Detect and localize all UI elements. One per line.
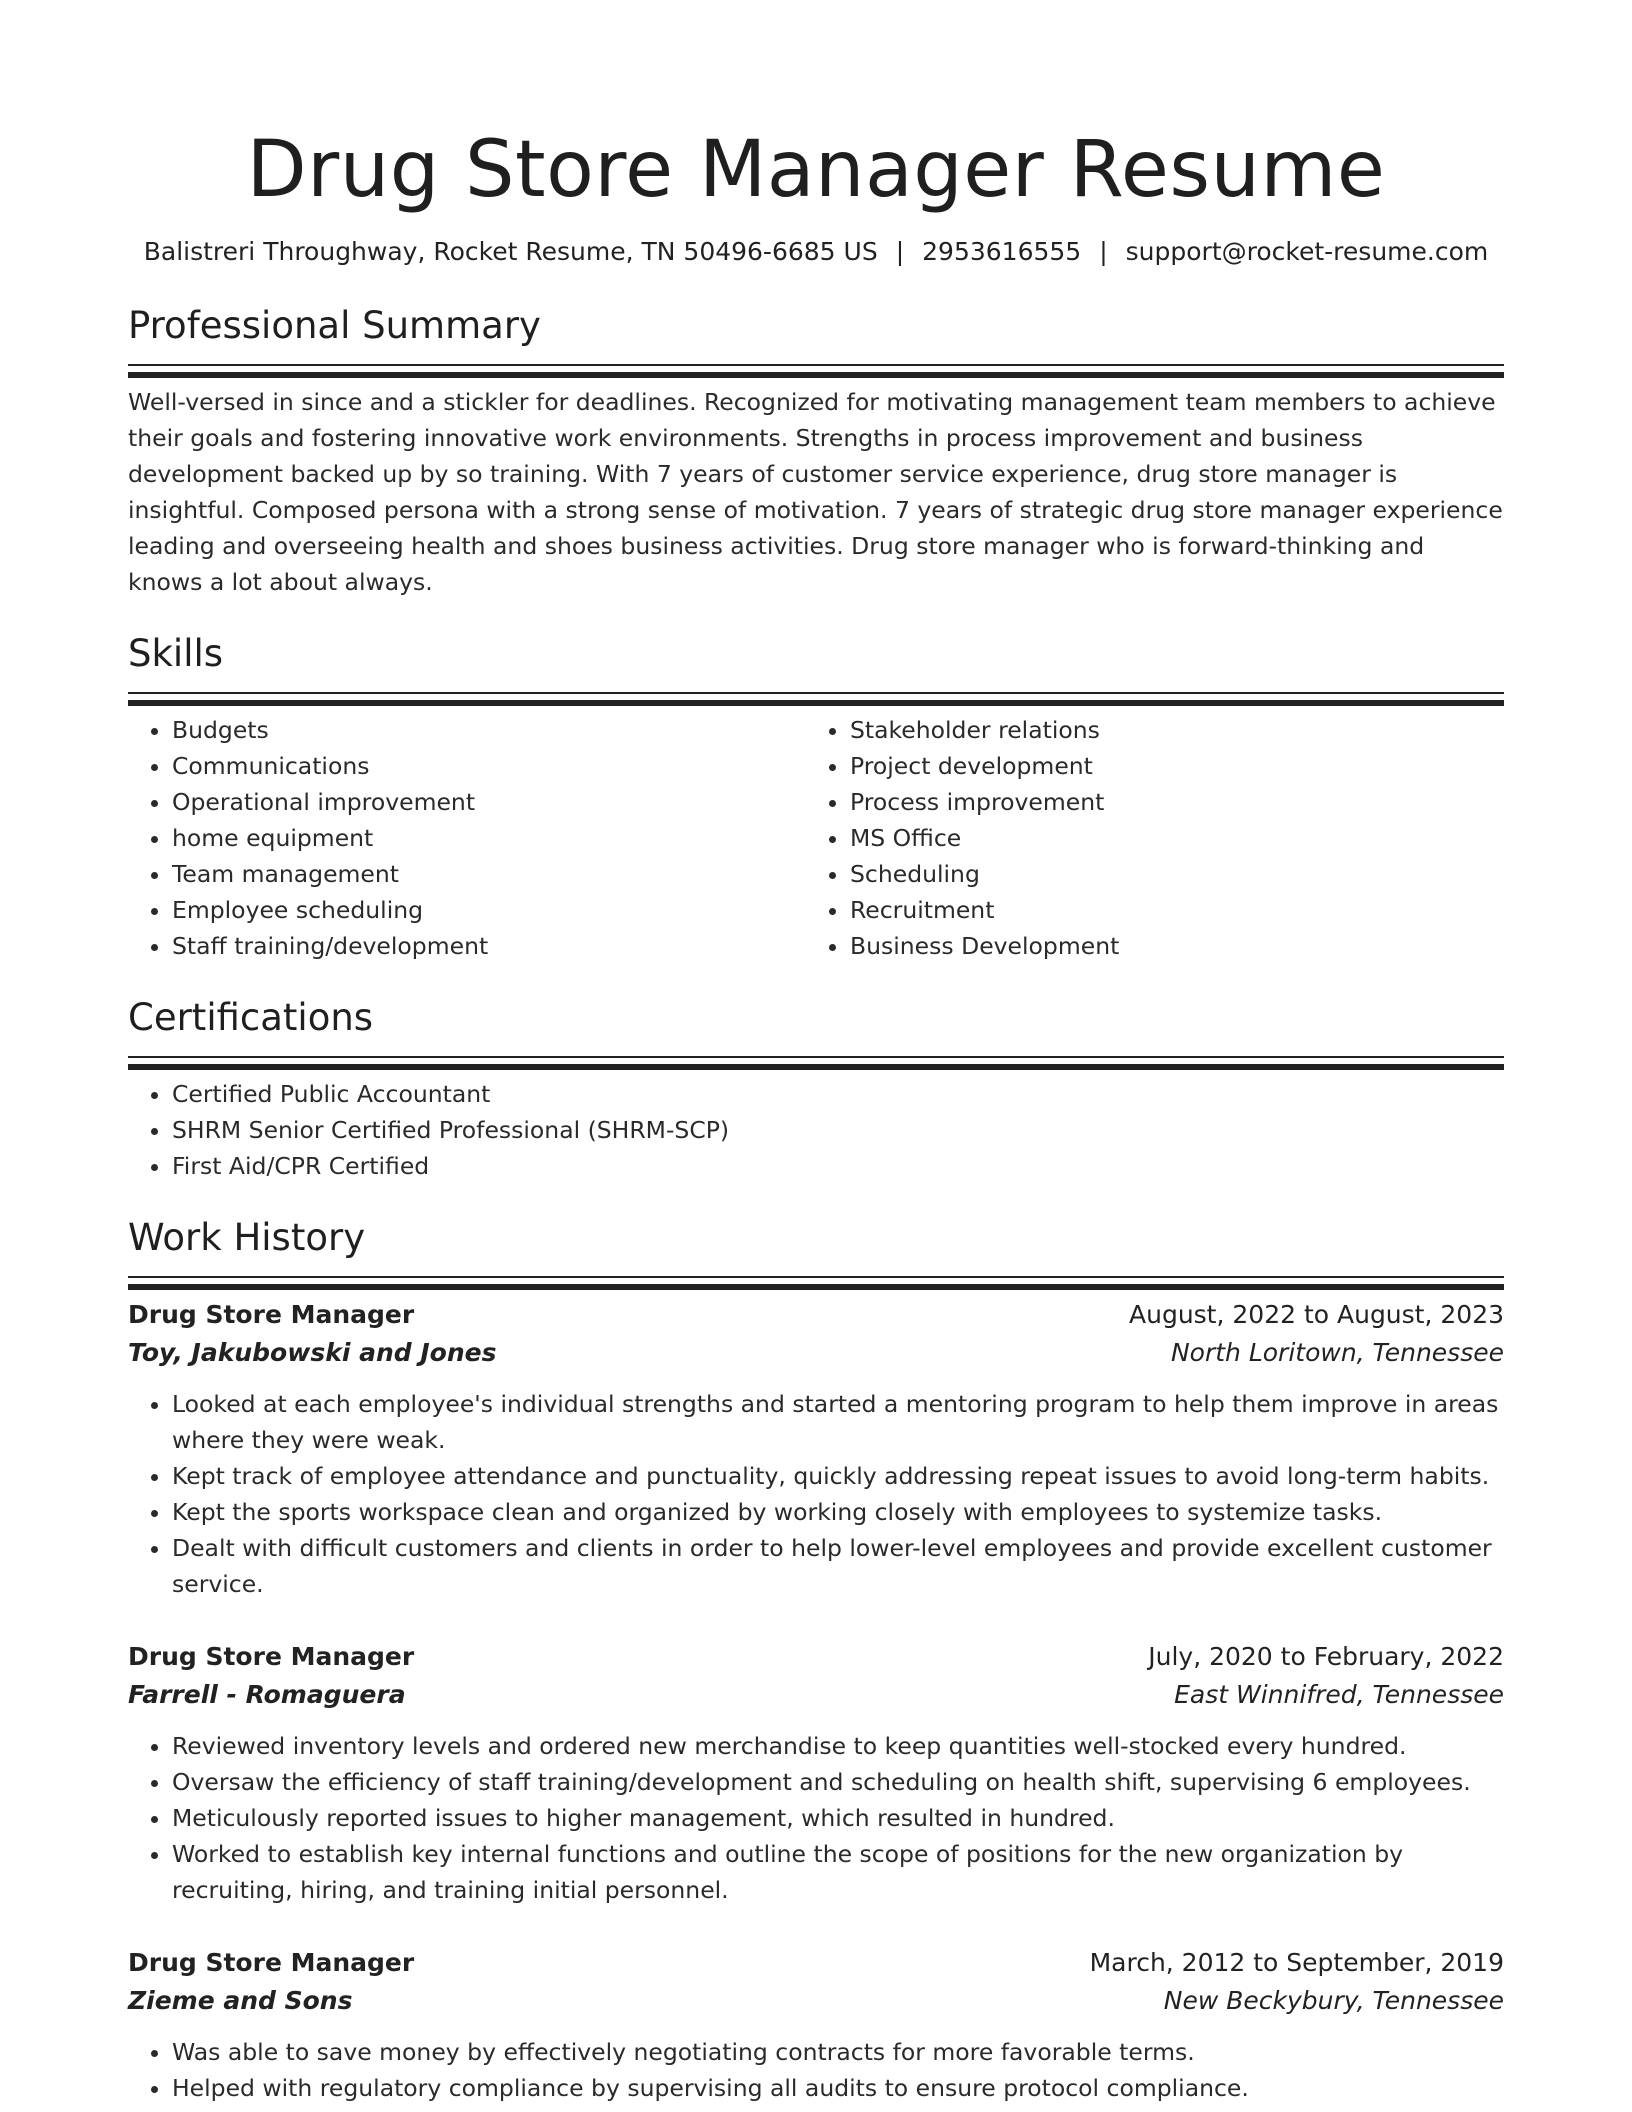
contact-separator: | (1099, 237, 1108, 266)
certification-item: • First Aid/CPR Certified (172, 1148, 1504, 1184)
job-entry (128, 1638, 1504, 1908)
resume-page (128, 120, 1504, 2106)
skill-item: • Recruitment (850, 892, 1484, 928)
work-history-section (128, 1212, 1504, 2106)
skill-item: • Stakeholder relations (850, 712, 1484, 748)
summary-section (128, 300, 1504, 600)
job-dates: July, 2020 to February, 2022 (1148, 1642, 1504, 1671)
job-bullet: • Was able to save money by effectively negotiating contracts for more favorable terms. (172, 2034, 1504, 2070)
skill-item: • Staff training/development (172, 928, 806, 964)
job-company: Zieme and Sons (128, 1986, 353, 2015)
job-bullet: • Looked at each employee's individual strengths and started a mentoring program to help them improve in areas where they were weak. (172, 1386, 1504, 1458)
job-location: East Winnifred, Tennessee (1174, 1680, 1504, 1709)
contact-address: Balistreri Throughway, Rocket Resume, TN 50496-6685 US (143, 237, 878, 266)
job-bullet: • Reviewed inventory levels and ordered new merchandise to keep quantities well-stocked every hundred. (172, 1728, 1504, 1764)
job-bullet: • Kept the sports workspace clean and organized by working closely with employees to systemize tasks. (172, 1494, 1504, 1530)
job-dates: August, 2022 to August, 2023 (1129, 1300, 1504, 1329)
job-entry (128, 1296, 1504, 1602)
job-title: Drug Store Manager (128, 1948, 415, 1977)
section-divider (128, 692, 1504, 694)
summary-text: Well-versed in since and a stickler for deadlines. Recognized for motivating management team members to achieve their goals and fostering innovative work environments. Strengths in process improvement and business development backed up by so training. With 7 years of customer service experience, drug store manager is insightful. Composed persona with a strong sense of motivation. 7 years of strategic drug store manager experience leading and overseeing health and shoes business activities. Drug store manager who is forward-thinking and knows a lot about always. (128, 388, 1503, 596)
certifications-section (128, 992, 1504, 1184)
job-dates: March, 2012 to September, 2019 (1089, 1948, 1504, 1977)
skills-section (128, 628, 1504, 964)
skill-item: • Employee scheduling (172, 892, 806, 928)
skill-item: • Process improvement (850, 784, 1484, 820)
skill-item: • Scheduling (850, 856, 1484, 892)
section-divider (128, 1276, 1504, 1278)
skill-item: • Business Development (850, 928, 1484, 964)
certifications-heading: Certifications (128, 996, 374, 1039)
job-location: North Loritown, Tennessee (1170, 1338, 1504, 1367)
page-title: Drug Store Manager Resume (246, 125, 1386, 215)
skill-item: • Project development (850, 748, 1484, 784)
section-divider (128, 1056, 1504, 1058)
skills-heading: Skills (128, 632, 224, 675)
contact-line (128, 234, 1504, 270)
certification-item: • Certified Public Accountant (172, 1076, 1504, 1112)
contact-phone: 2953616555 (922, 237, 1082, 266)
skill-item: • Budgets (172, 712, 806, 748)
skill-item: • Operational improvement (172, 784, 806, 820)
skill-item: • Communications (172, 748, 806, 784)
skill-item: • home equipment (172, 820, 806, 856)
work-history-heading: Work History (128, 1216, 366, 1259)
job-bullet: • Kept track of employee attendance and punctuality, quickly addressing repeat issues to avoid long-term habits. (172, 1458, 1504, 1494)
skills-column-left (128, 712, 806, 964)
job-location: New Beckybury, Tennessee (1163, 1986, 1504, 2015)
certification-item: • SHRM Senior Certified Professional (SHRM-SCP) (172, 1112, 1504, 1148)
skills-grid (128, 712, 1504, 964)
skill-item: • Team management (172, 856, 806, 892)
contact-email: support@rocket-resume.com (1125, 237, 1489, 266)
job-bullet: • Worked to establish key internal functions and outline the scope of positions for the new organization by recruiting, hiring, and training initial personnel. (172, 1836, 1504, 1908)
job-entry (128, 1944, 1504, 2106)
job-bullet: • Oversaw the efficiency of staff training/development and scheduling on health shift, supervising 6 employees. (172, 1764, 1504, 1800)
section-divider (128, 364, 1504, 366)
job-company: Farrell - Romaguera (128, 1680, 406, 1709)
contact-separator: | (895, 237, 905, 266)
job-bullet: • Dealt with difficult customers and clients in order to help lower-level employees and provide excellent customer service. (172, 1530, 1504, 1602)
job-bullet: • Helped with regulatory compliance by supervising all audits to ensure protocol compliance. (172, 2070, 1504, 2106)
job-company: Toy, Jakubowski and Jones (128, 1338, 497, 1367)
skill-item: • MS Office (850, 820, 1484, 856)
skills-column-right (806, 712, 1484, 964)
summary-heading: Professional Summary (128, 304, 541, 347)
job-title: Drug Store Manager (128, 1642, 415, 1671)
job-bullet: • Meticulously reported issues to higher management, which resulted in hundred. (172, 1800, 1504, 1836)
job-title: Drug Store Manager (128, 1300, 415, 1329)
